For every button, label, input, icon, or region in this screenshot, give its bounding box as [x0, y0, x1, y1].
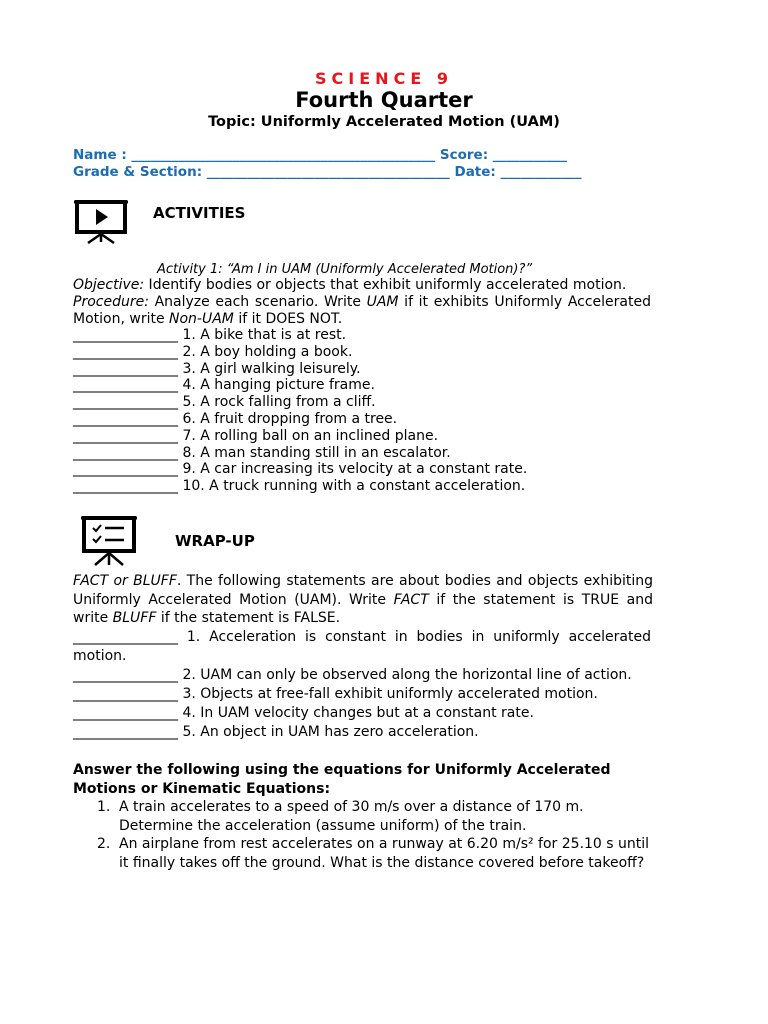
- item-text: 7. A rolling ball on an inclined plane.: [182, 427, 439, 444]
- answer-blank[interactable]: _______________: [73, 343, 178, 360]
- item-text: 5. An object in UAM has zero acceleration.: [182, 724, 479, 740]
- item-text: 1. Acceleration is constant in bodies in uniformly accelerated motion.: [73, 629, 651, 664]
- list-item: [73, 361, 527, 378]
- list-item: [73, 327, 527, 344]
- list-item: [73, 478, 527, 495]
- intro-text: if the statement is FALSE.: [156, 610, 341, 626]
- answer-blank[interactable]: _______________: [73, 360, 178, 377]
- procedure-text: Analyze each scenario. Write: [148, 294, 367, 310]
- answer-blank[interactable]: _______________: [73, 705, 178, 721]
- objective-text: Identify bodies or objects that exhibit uniformly accelerated motion.: [144, 277, 627, 293]
- item-text: 6. A fruit dropping from a tree.: [182, 410, 398, 427]
- procedure-uam: UAM: [366, 294, 399, 310]
- answer-blank[interactable]: _______________: [73, 444, 178, 461]
- item-text: 3. Objects at free-fall exhibit uniformly accelerated motion.: [182, 686, 598, 702]
- activities-heading: ACTIVITIES: [153, 204, 246, 222]
- problem-number: 2.: [97, 836, 111, 852]
- topic-title: Topic: Uniformly Accelerated Motion (UAM): [208, 114, 560, 130]
- list-item: [73, 835, 653, 872]
- item-text: 4. A hanging picture frame.: [182, 377, 375, 394]
- grade-date-line[interactable]: Grade & Section: ____________________________________ Date: ____________: [73, 164, 582, 180]
- kinematics-heading: Answer the following using the equations for Uniformly Accelerated Motions or Kinematic Equations:: [73, 762, 611, 797]
- item-text: 2. UAM can only be observed along the horizontal line of action.: [182, 667, 632, 683]
- item-text: 2. A boy holding a book.: [182, 343, 353, 360]
- problem-number-wrap: [73, 798, 119, 835]
- name-score-line[interactable]: Name : _____________________________________________ Score: ___________: [73, 147, 568, 163]
- answer-blank[interactable]: _______________: [73, 686, 178, 702]
- list-item: [73, 723, 632, 742]
- item-text: 4. In UAM velocity changes but at a constant rate.: [182, 705, 534, 721]
- answer-blank[interactable]: _______________: [73, 461, 178, 478]
- intro-label: FACT or BLUFF: [73, 573, 177, 589]
- item-text: 3. A girl walking leisurely.: [182, 360, 361, 377]
- quarter-title: Fourth Quarter: [295, 88, 473, 112]
- answer-blank[interactable]: _______________: [73, 667, 178, 683]
- problem-text: A train accelerates to a speed of 30 m/s over a distance of 170 m. Determine the acceleration (assume uniform) of the train.: [119, 799, 584, 834]
- answer-blank[interactable]: _______________: [73, 427, 178, 444]
- answer-blank[interactable]: _______________: [73, 478, 178, 495]
- answer-blank[interactable]: _______________: [73, 629, 178, 645]
- answer-blank[interactable]: _______________: [73, 394, 178, 411]
- problem-text: An airplane from rest accelerates on a runway at 6.20 m/s² for 25.10 s until it finally takes off the ground. What is the distance covered before takeoff?: [119, 836, 650, 871]
- item-text: 1. A bike that is at rest.: [182, 327, 347, 343]
- list-item: [73, 344, 527, 361]
- list-item: [73, 704, 632, 723]
- subject-title: SCIENCE 9: [315, 69, 453, 88]
- list-item: [73, 685, 632, 704]
- activity-title: Activity 1: “Am I in UAM (Uniformly Accelerated Motion)?”: [157, 262, 533, 277]
- answer-blank[interactable]: _______________: [73, 410, 178, 427]
- procedure-text: if it DOES NOT.: [233, 310, 343, 327]
- problem-number-wrap: [73, 835, 119, 872]
- list-item: [73, 428, 527, 445]
- presentation-play-icon: [73, 199, 129, 245]
- answer-blank[interactable]: _______________: [73, 724, 178, 740]
- list-item: [73, 798, 653, 835]
- item-text: 5. A rock falling from a cliff.: [182, 394, 376, 411]
- list-item: [73, 445, 527, 462]
- procedure-nonuam: Non-UAM: [169, 310, 234, 327]
- item-text: 9. A car increasing its velocity at a constant rate.: [182, 461, 528, 478]
- objective-label: Objective:: [73, 277, 145, 293]
- list-item: [73, 377, 527, 394]
- problem-number: 1.: [97, 799, 111, 815]
- wrapup-list: [73, 666, 632, 742]
- procedure-label: Procedure:: [73, 294, 149, 310]
- activity-list: [73, 327, 527, 495]
- list-item: [73, 461, 527, 478]
- answer-blank[interactable]: _______________: [73, 327, 178, 343]
- intro-bluff: BLUFF: [112, 610, 157, 626]
- list-item: [73, 628, 651, 666]
- item-text: 8. A man standing still in an escalator.: [182, 444, 451, 461]
- intro-text: if the statement is TRUE and write: [73, 591, 654, 626]
- objective-paragraph: [73, 277, 651, 294]
- fact-bluff-intro: [73, 572, 653, 628]
- list-item: [73, 666, 632, 685]
- intro-text: . The following statements are about bodies and objects exhibiting Uniformly Accelerated Motion (UAM). Write: [73, 573, 653, 608]
- intro-fact: FACT: [393, 591, 429, 608]
- answer-blank[interactable]: _______________: [73, 377, 178, 394]
- problem-list: [73, 798, 653, 872]
- list-item: [73, 411, 527, 428]
- list-item: [73, 394, 527, 411]
- procedure-paragraph: [73, 294, 651, 327]
- item-text: 10. A truck running with a constant acceleration.: [182, 478, 526, 495]
- wrapup-heading: WRAP-UP: [175, 532, 255, 550]
- procedure-text: if it exhibits Uniformly Accelerated Motion, write: [73, 294, 651, 327]
- checklist-board-icon: [80, 515, 138, 567]
